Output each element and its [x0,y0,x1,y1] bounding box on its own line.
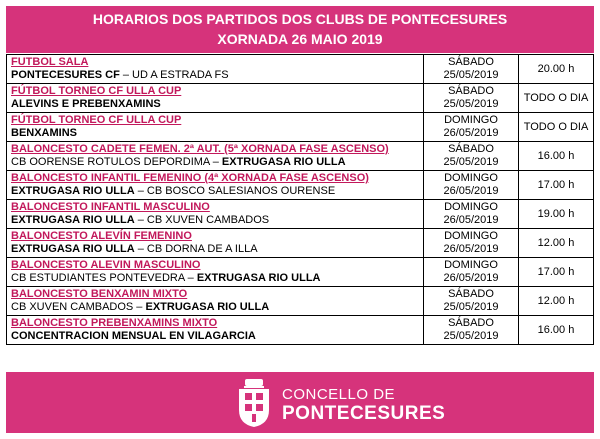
match-cell [7,171,424,200]
table-row [7,113,594,142]
table-row [7,84,594,113]
time-cell: 12.00 h [519,229,594,258]
team-separator: – [184,272,197,284]
municipal-crest-icon [236,378,272,428]
footer-text [282,386,445,425]
day-label: SÁBADO [448,317,494,329]
category-label: BALONCESTO ALEVÍN FEMENINO [11,230,192,242]
day-label: SÁBADO [448,288,494,300]
table-row [7,171,594,200]
date-cell [424,229,519,258]
date-label: 25/05/2019 [443,301,499,313]
team-b: UD A ESTRADA FS [132,69,229,81]
footer-banner [6,372,594,433]
day-label: SÁBADO [448,85,494,97]
teams-line [11,69,419,82]
date-label: 25/05/2019 [443,69,499,81]
team-separator: – [134,214,147,226]
date-label: 26/05/2019 [443,243,499,255]
teams-line [11,272,419,285]
title-banner [6,6,594,53]
date-label: 26/05/2019 [443,214,499,226]
date-cell [424,171,519,200]
category-label: BALONCESTO INFANTIL FEMENINO (4ª XORNADA FASE ASCENSO) [11,172,369,184]
teams-line [11,330,419,343]
day-label: DOMINGO [444,201,498,213]
team-separator: – [119,69,133,81]
time-cell: 12.00 h [519,287,594,316]
teams-line [11,301,419,314]
team-b: EXTRUGASA RIO ULLA [145,301,270,313]
date-cell [424,55,519,84]
schedule-table [6,54,594,345]
team-a: CB XUVEN CAMBADOS [11,301,134,313]
time-cell: 16.00 h [519,316,594,345]
table-row [7,55,594,84]
match-cell [7,287,424,316]
time-cell: 20.00 h [519,55,594,84]
team-b: EXTRUGASA RIO ULLA [221,156,346,168]
category-label: BALONCESTO INFANTIL MASCULINO [11,201,210,213]
team-a: CB OORENSE ROTULOS DEPORDIMA [11,156,210,168]
time-cell: 17.00 h [519,258,594,287]
team-separator: – [209,156,222,168]
match-cell [7,229,424,258]
match-cell [7,200,424,229]
teams-line [11,156,419,169]
table-row [7,258,594,287]
match-cell [7,316,424,345]
date-label: 26/05/2019 [443,272,499,284]
time-cell: TODO O DIA [519,113,594,142]
day-label: DOMINGO [444,114,498,126]
table-row [7,316,594,345]
page-subtitle: XORNADA 26 MAIO 2019 [217,31,383,47]
table-row [7,229,594,258]
team-separator: – [134,243,147,255]
date-label: 25/05/2019 [443,156,499,168]
date-cell [424,258,519,287]
match-cell [7,55,424,84]
category-label: BALONCESTO BENXAMIN MIXTO [11,288,188,300]
teams-line [11,243,419,256]
match-cell [7,84,424,113]
category-label: BALONCESTO CADETE FEMEN. 2ª AUT. (5ª XORNADA FASE ASCENSO) [11,143,389,155]
day-label: DOMINGO [444,259,498,271]
date-label: 25/05/2019 [443,330,499,342]
team-a: ALEVINS E PREBENXAMINS [11,98,161,110]
match-cell [7,142,424,171]
date-cell [424,113,519,142]
teams-line [11,98,419,111]
footer-line1: CONCELLO DE [282,386,396,403]
team-a: PONTECESURES CF [11,69,120,81]
teams-line [11,185,419,198]
team-b: CB DORNA DE A ILLA [146,243,258,255]
team-b: CB BOSCO SALESIANOS OURENSE [146,185,336,197]
date-cell [424,142,519,171]
date-label: 26/05/2019 [443,127,499,139]
category-label: FÚTBOL TORNEO CF ULLA CUP [11,114,182,126]
day-label: SÁBADO [448,143,494,155]
table-row [7,142,594,171]
team-b: CB XUVEN CAMBADOS [146,214,270,226]
table-row [7,200,594,229]
category-label: FUTBOL SALA [11,56,89,68]
team-a: EXTRUGASA RIO ULLA [11,185,135,197]
page-title: HORARIOS DOS PARTIDOS DOS CLUBS DE PONTECESURES [92,11,508,27]
teams-line [11,127,419,140]
table-row [7,287,594,316]
day-label: SÁBADO [448,56,494,68]
date-label: 26/05/2019 [443,185,499,197]
category-label: BALONCESTO ALEVIN MASCULINO [11,259,201,271]
date-cell [424,200,519,229]
date-cell [424,84,519,113]
category-label: FÚTBOL TORNEO CF ULLA CUP [11,85,182,97]
team-separator: – [134,185,147,197]
date-cell [424,316,519,345]
team-b: EXTRUGASA RIO ULLA [196,272,321,284]
match-cell [7,258,424,287]
team-a: CONCENTRACION MENSUAL EN VILAGARCIA [11,330,256,342]
day-label: DOMINGO [444,230,498,242]
footer-line2: PONTECESURES [282,403,446,424]
time-cell: 17.00 h [519,171,594,200]
category-label: BALONCESTO PREBENXAMINS MIXTO [11,317,218,329]
time-cell: TODO O DIA [519,84,594,113]
date-label: 25/05/2019 [443,98,499,110]
team-separator: – [133,301,146,313]
match-cell [7,113,424,142]
date-cell [424,287,519,316]
team-a: EXTRUGASA RIO ULLA [11,243,135,255]
teams-line [11,214,419,227]
team-a: CB ESTUDIANTES PONTEVEDRA [11,272,185,284]
time-cell: 19.00 h [519,200,594,229]
team-a: BENXAMINS [11,127,78,139]
team-a: EXTRUGASA RIO ULLA [11,214,135,226]
time-cell: 16.00 h [519,142,594,171]
day-label: DOMINGO [444,172,498,184]
